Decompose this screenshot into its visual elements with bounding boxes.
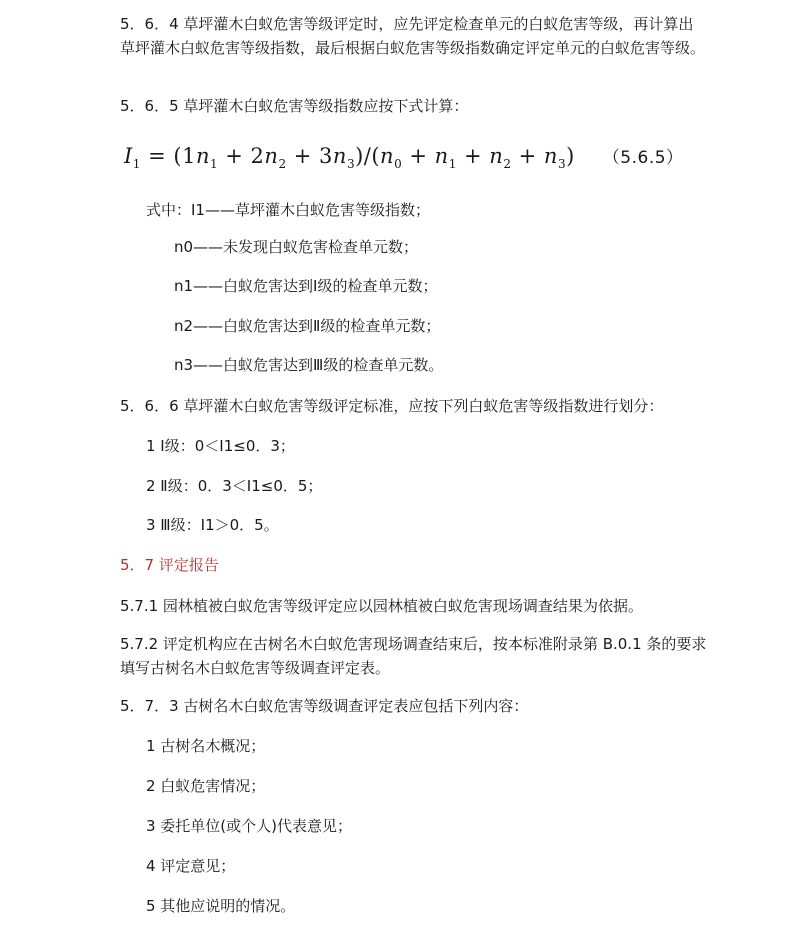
- def-n3: n3——白蚁危害达到Ⅲ级的检查单元数。: [174, 356, 444, 374]
- content-item-2: 2 白蚁危害情况；: [146, 777, 266, 795]
- grade-1: 1 Ⅰ级：0＜I1≤0．3；: [146, 437, 295, 455]
- clause-5-7-2: 5.7.2 评定机构应在古树名木白蚁危害现场调查结束后，按本标准附录第 B.0.1 条的要求填写古树名木白蚁危害等级调查评定表。: [120, 635, 707, 677]
- def-n0: n0——未发现白蚁危害检查单元数；: [174, 238, 419, 256]
- content-item-3: 3 委托单位(或个人)代表意见；: [146, 817, 353, 835]
- where-i1: 式中：I1——草坪灌木白蚁危害等级指数；: [146, 201, 430, 219]
- grade-2: 2 Ⅱ级：0．3＜I1≤0．5；: [146, 477, 323, 495]
- def-n2: n2——白蚁危害达到Ⅱ级的检查单元数；: [174, 317, 441, 335]
- content-item-4: 4 评定意见；: [146, 857, 236, 875]
- content-item-1: 1 古树名木概况；: [146, 737, 266, 755]
- formula-number: （5.6.5）: [602, 148, 684, 168]
- def-n1: n1——白蚁危害达到Ⅰ级的检查单元数；: [174, 277, 438, 295]
- formula-5-6-5: $I_1 = (1n_1 + 2n_2 + 3n_3)/(n_0 + n_1 + n_2 + n_3)$ （5.6.5）: [124, 144, 684, 172]
- grade-3: 3 Ⅲ级：I1＞0．5。: [146, 516, 279, 534]
- clause-5-6-4: 5．6．4 草坪灌木白蚁危害等级评定时，应先评定检查单元的白蚁危害等级，再计算出草坪灌木白蚁危害等级指数，最后根据白蚁危害等级指数确定评定单元的白蚁危害等级。: [120, 15, 706, 57]
- section-5-7-heading: 5．7 评定报告: [120, 556, 219, 574]
- clause-5-6-5: 5．6．5 草坪灌木白蚁危害等级指数应按下式计算：: [120, 97, 469, 115]
- clause-5-7-3: 5．7．3 古树名木白蚁危害等级调查评定表应包括下列内容：: [120, 697, 529, 715]
- clause-5-6-6: 5．6．6 草坪灌木白蚁危害等级评定标准，应按下列白蚁危害等级指数进行划分：: [120, 397, 664, 415]
- content-item-5: 5 其他应说明的情况。: [146, 897, 296, 915]
- clause-5-7-1: 5.7.1 园林植被白蚁危害等级评定应以园林植被白蚁危害现场调查结果为依据。: [120, 597, 643, 615]
